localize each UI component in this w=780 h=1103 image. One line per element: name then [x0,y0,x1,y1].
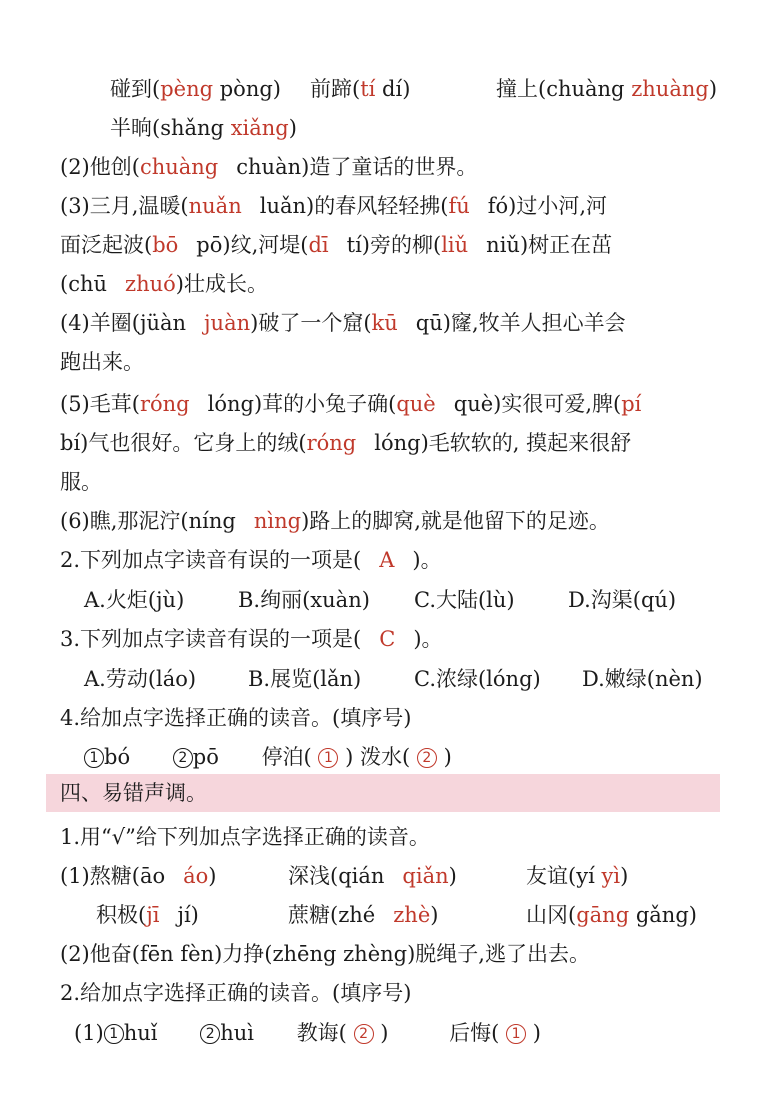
s4q1-line-3: (2)他奋(fēn fèn)力挣(zhēng zhèng)脱绳子,逃了出去。 [60,942,590,966]
q4-line-2: 跑出来。 [60,350,144,374]
mc2-option-d: D.沟渠(qú) [568,588,677,612]
q5-line-3: 服。 [60,470,102,494]
s4q1-stem: 1.用“√”给下列加点字选择正确的读音。 [60,825,430,849]
section-4-title: 四、易错声调。 [60,781,207,805]
s4q2-line: (1) 1 huǐ 2 huì 教诲( 2 ) 后悔( 1 ) [74,1021,541,1045]
s4q1-r1-w2: 深浅(qián qiǎn) [288,864,457,888]
mc3-option-d: D.嫩绿(nèn) [582,667,703,691]
mc3-option-a: A.劳动(láo) [84,667,197,691]
q5-line-2: bí)气也很好。它身上的绒(róng lóng)毛软软的, 摸起来很舒 [60,431,632,455]
mc2-stem: 2.下列加点字读音有误的一项是( A )。 [60,548,442,572]
mc2-answer: A [379,548,395,572]
word-peng: 碰到(pèng pòng) [110,77,281,101]
q3-line-1: (3)三月,温暖(nuǎn luǎn)的春风轻轻拂(fú fó)过小河,河 [60,194,608,218]
fill4-answer-1: 1 [318,748,338,768]
word-zhuang: 撞上(chuàng zhuàng) [496,77,718,101]
s4q1-r1-w1: (1)熬糖(āo áo) [60,864,217,888]
mc3-stem: 3.下列加点字读音有误的一项是( C )。 [60,627,443,651]
s4q2-stem: 2.给加点字选择正确的读音。(填序号) [60,981,412,1005]
s4q2-answer-2: 1 [506,1024,526,1044]
q5-line-1: (5)毛茸(róng lóng)茸的小兔子确(què què)实很可爱,脾(pí [60,392,642,416]
s4q2-answer-1: 2 [354,1024,374,1044]
fill4-line: 1 bó 2 pō 停泊( 1 ) 泼水( 2 ) [84,741,452,773]
q4-line-1: (4)羊圈(jüàn juàn)破了一个窟(kū qū)窿,牧羊人担心羊会 [60,311,626,335]
q2-line: (2)他创(chuàng chuàn)造了童话的世界。 [60,155,478,179]
word-ti: 前蹄(tí dí) [310,77,411,101]
q3-line-2: 面泛起波(bō pō)纹,河堤(dī tí)旁的柳(liǔ niǔ)树正在茁 [60,233,613,257]
s4q1-r2-w3: 山冈(gāng gǎng) [526,903,697,927]
fill4-stem: 4.给加点字选择正确的读音。(填序号) [60,706,412,730]
s4q1-r2-w2: 蔗糖(zhé zhè) [288,903,439,927]
mc2-option-b: B.绚丽(xuàn) [238,588,370,612]
q3-line-3: (chū zhuó)壮成长。 [60,272,268,296]
fill4-answer-2: 2 [417,748,437,768]
s4q1-r2-w1: 积极(jī jí) [96,903,199,927]
mc3-option-b: B.展览(lǎn) [248,667,362,691]
word-shang: 半晌(shǎng xiǎng) [110,116,297,140]
mc3-answer: C [379,627,396,651]
s4q1-r1-w3: 友谊(yí yì) [526,864,629,888]
mc2-option-c: C.大陆(lù) [414,588,515,612]
mc2-option-a: A.火炬(jù) [84,588,185,612]
mc3-option-c: C.浓绿(lóng) [414,667,541,691]
q6-line: (6)瞧,那泥泞(níng nìng)路上的脚窝,就是他留下的足迹。 [60,509,610,533]
